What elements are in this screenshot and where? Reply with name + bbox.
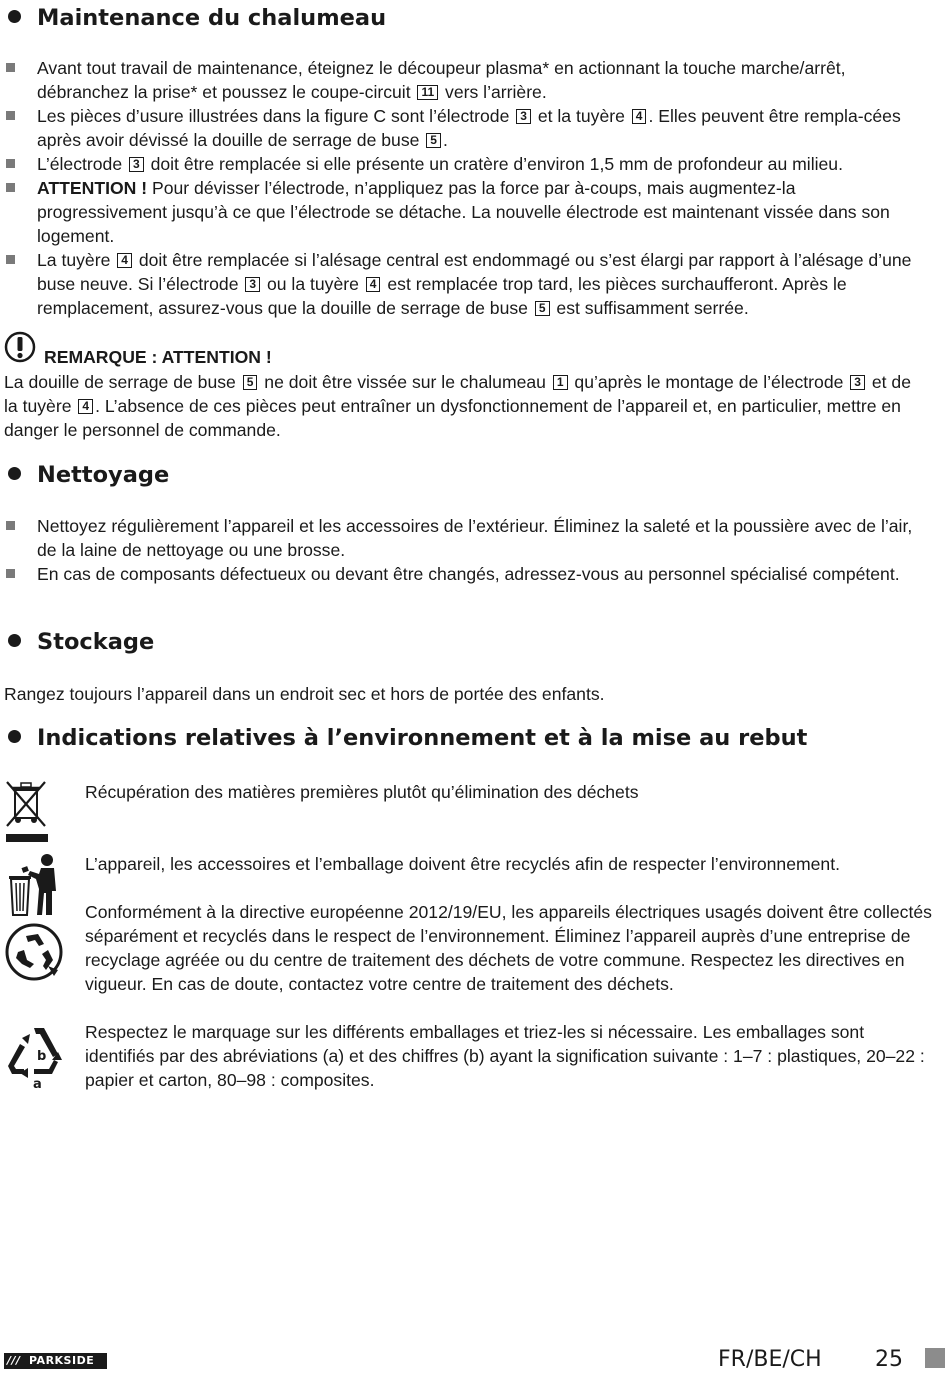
storage-text: Rangez toujours l’appareil dans un endroit sec et hors de portée des enfants. <box>4 684 605 704</box>
heading-maintenance <box>4 4 386 32</box>
heading-cleaning <box>4 461 169 489</box>
square-bullet <box>6 521 15 530</box>
footer-language: FR/BE/CH <box>718 1347 822 1372</box>
text: ne doit être vissée sur le chalumeau <box>259 372 551 392</box>
list-item <box>4 176 929 248</box>
ref-number: 3 <box>516 109 531 124</box>
bullet-dot <box>8 467 21 480</box>
remark-title: REMARQUE : ATTENTION ! <box>44 347 272 367</box>
text: . L’absence de ces pièces peut entraîner un dysfonctionnement de l’appareil et, en particulier, mettre en danger le personnel de commande. <box>4 396 901 440</box>
text: Pour dévisser l’électrode, n’appliquez pas la force par à-coups, mais augmentez-la progressivement jusqu’à ce que l’électrode se détache. La nouvelle électrode est maintenant vissée dans son logement. <box>37 178 890 246</box>
text: . <box>442 130 448 150</box>
env-paragraph-2: L’appareil, les accessoires et l’emballage doivent être recyclés afin de respecter l’environnement. <box>85 854 840 874</box>
text: et de la tuyère <box>4 372 911 416</box>
crossed-bin-icon <box>4 776 50 844</box>
ref-number: 3 <box>850 375 865 390</box>
square-bullet <box>6 183 15 192</box>
list-item <box>4 248 929 320</box>
ref-number: 4 <box>117 253 132 268</box>
text: est suffisamment serrée. <box>551 298 749 318</box>
text: qu’après le montage de l’électrode <box>569 372 849 392</box>
ref-number: 1 <box>553 375 568 390</box>
tidy-man-icon <box>8 853 60 917</box>
maintenance-list <box>4 56 929 320</box>
text: et la tuyère <box>532 106 630 126</box>
bullet-dot <box>8 730 21 743</box>
recycle-a-label: a <box>33 1077 42 1092</box>
text: Les pièces d’usure illustrées dans la figure C sont l’électrode <box>37 106 515 126</box>
text: doit être remplacée si l’alésage central est endommagé ou s’est élargi par rapport à l’alésage d’une buse neuve. Si l’électrode <box>37 250 912 294</box>
heading-environment <box>4 724 807 752</box>
text: Avant tout travail de maintenance, éteignez le découpeur plasma* en actionnant la touche marche/arrêt, débranchez la prise* et poussez le coupe-circuit <box>37 58 846 102</box>
text: doit être remplacée si elle présente un cratère d’environ 1,5 mm de profondeur au milieu. <box>145 154 843 174</box>
text: La tuyère <box>37 250 116 270</box>
list-item <box>4 514 929 562</box>
cleaning-list <box>4 514 929 586</box>
env-paragraph-4: Respectez le marquage sur les différents emballages et triez-les si nécessaire. Les emballages sont identifiés par des abréviations (a) et des chiffres (b) ayant la signification suivante : 1–7 : plastiques, 20–22 : papier et carton, 80–98 : composites. <box>85 1022 925 1090</box>
ref-number: 5 <box>426 133 441 148</box>
heading-storage-text: Stockage <box>37 629 155 655</box>
ref-number: 11 <box>417 85 438 100</box>
env-paragraph-3: Conformément à la directive européenne 2012/19/EU, les appareils électriques usagés doivent être collectés séparément et recyclés dans le respect de l’environnement. Éliminez l’appareil auprès d’une entreprise de recyclage agréée ou du centre de traitement des déchets de votre commune. Respectez les directives en vigueur. En cas de doute, contactez votre centre de traitement des déchets. <box>85 902 932 994</box>
parkside-logo <box>4 1353 107 1369</box>
heading-environment-text: Indications relatives à l’environnement et à la mise au rebut <box>37 725 808 751</box>
bullet-dot <box>8 634 21 647</box>
remark-text <box>4 370 929 442</box>
bullet-dot <box>8 10 21 23</box>
footer-marker <box>925 1348 945 1368</box>
square-bullet <box>6 111 15 120</box>
ref-number: 5 <box>535 301 550 316</box>
text: En cas de composants défectueux ou devant être changés, adressez-vous au personnel spécialisé compétent. <box>37 564 900 584</box>
recycling-triangle-icon <box>4 1024 68 1092</box>
heading-storage <box>4 628 154 656</box>
page-number: 25 <box>875 1347 903 1372</box>
brand-name: PARKSIDE <box>29 1354 95 1367</box>
ref-number: 3 <box>245 277 260 292</box>
heading-cleaning-text: Nettoyage <box>37 462 170 488</box>
text: vers l’arrière. <box>440 82 547 102</box>
square-bullet <box>6 63 15 72</box>
text: . Elles peuvent être rempla-cées après avoir dévissé la douille de serrage de buse <box>37 106 901 150</box>
list-item <box>4 152 929 176</box>
text: ou la tuyère <box>262 274 364 294</box>
env-paragraph-1: Récupération des matières premières plutôt qu’élimination des déchets <box>85 782 639 802</box>
recycle-b-label: b <box>37 1049 47 1064</box>
list-item <box>4 562 929 586</box>
ref-number: 4 <box>78 399 93 414</box>
attention-label: ATTENTION ! <box>37 178 148 198</box>
ref-number: 4 <box>366 277 381 292</box>
heading-maintenance-text: Maintenance du chalumeau <box>37 5 387 31</box>
text: Nettoyez régulièrement l’appareil et les accessoires de l’extérieur. Éliminez la saleté et la poussière avec de l’air, de la laine de nettoyage ou une brosse. <box>37 516 913 560</box>
exclamation-circle-icon <box>4 331 36 363</box>
square-bullet <box>6 159 15 168</box>
text: L’électrode <box>37 154 127 174</box>
list-item <box>4 56 929 104</box>
square-bullet <box>6 255 15 264</box>
ref-number: 5 <box>243 375 258 390</box>
text: La douille de serrage de buse <box>4 372 241 392</box>
square-bullet <box>6 569 15 578</box>
ref-number: 3 <box>129 157 144 172</box>
ref-number: 4 <box>632 109 647 124</box>
recycle-circle-icon <box>4 922 64 982</box>
list-item <box>4 104 929 152</box>
text: est remplacée trop tard, les pièces surchaufferont. Après le remplacement, assurez-vous que la douille de serrage de buse <box>37 274 847 318</box>
logo-stripes-icon: /// <box>7 1354 21 1367</box>
